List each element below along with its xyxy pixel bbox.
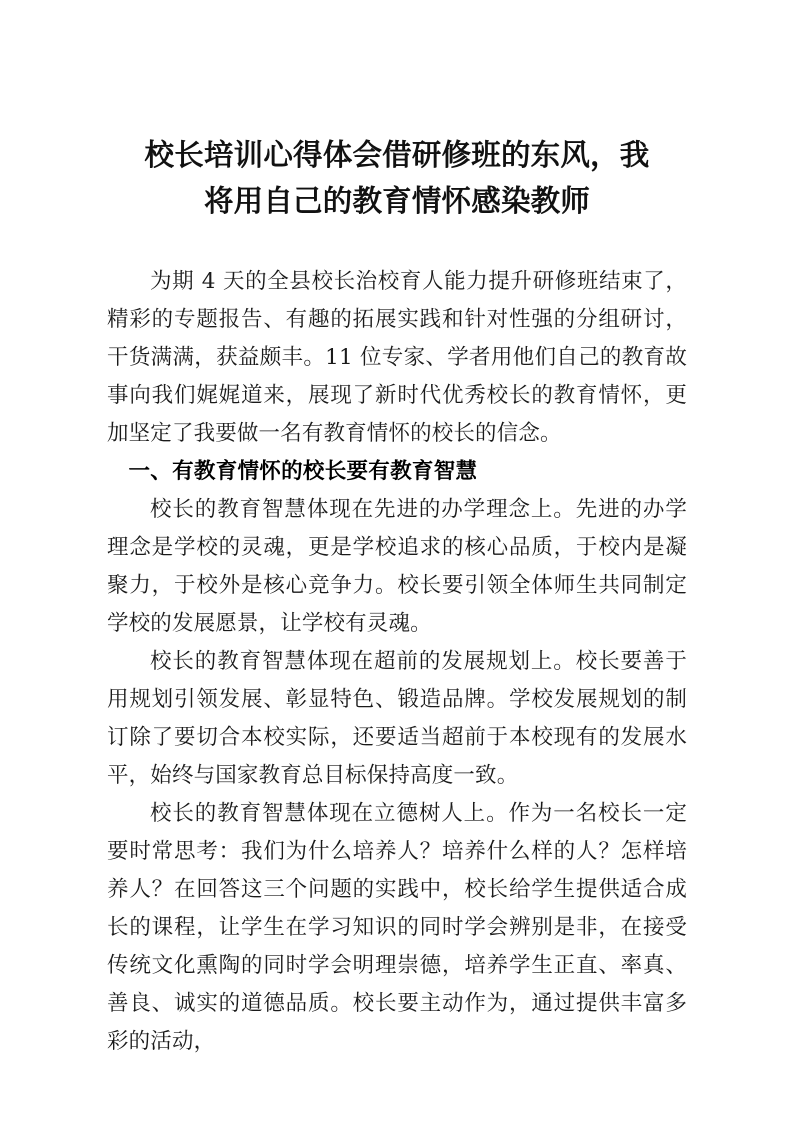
paragraph-planning: 校长的教育智慧体现在超前的发展规划上。校长要善于用规划引领发展、彰显特色、锻造品牌。学校发展规划的制订除了要切合本校实际，还要适当超前于本校现有的发展水平，始终与国家教育总目标保持高度一致。 [107,649,687,788]
document-body [107,263,687,1061]
section-heading-1: 一、有教育情怀的校长要有教育智慧 [128,459,478,484]
document-content [107,132,687,1061]
page-title [107,132,687,224]
paragraph-philosophy: 校长的教育智慧体现在先进的办学理念上。先进的办学理念是学校的灵魂，更是学校追求的核心品质，于校内是凝聚力，于校外是核心竞争力。校长要引领全体师生共同制定学校的发展愿景，让学校有灵魂。 [107,497,687,636]
title-line-2: 将用自己的教育情怀感染教师 [203,184,591,218]
paragraph-moral-education: 校长的教育智慧体现在立德树人上。作为一名校长一定要时常思考：我们为什么培养人？培养什么样的人？怎样培养人？在回答这三个问题的实践中，校长给学生提供适合成长的课程，让学生在学习知识的同时学会辨别是非，在接受传统文化熏陶的同时学会明理崇德，培养学生正直、率真、善良、诚实的道德品质。校长要主动作为，通过提供丰富多彩的活动， [107,801,687,1054]
paragraph-intro: 为期 4 天的全县校长治校育人能力提升研修班结束了，精彩的专题报告、有趣的拓展实践和针对性强的分组研讨，干货满满，获益颇丰。11 位专家、学者用他们自己的教育故事向我们娓娓道来，展现了新时代优秀校长的教育情怀，更加坚定了我要做一名有教育情怀的校长的信念。 [107,269,687,446]
title-line-1: 校长培训心得体会借研修班的东风，我 [144,138,650,172]
